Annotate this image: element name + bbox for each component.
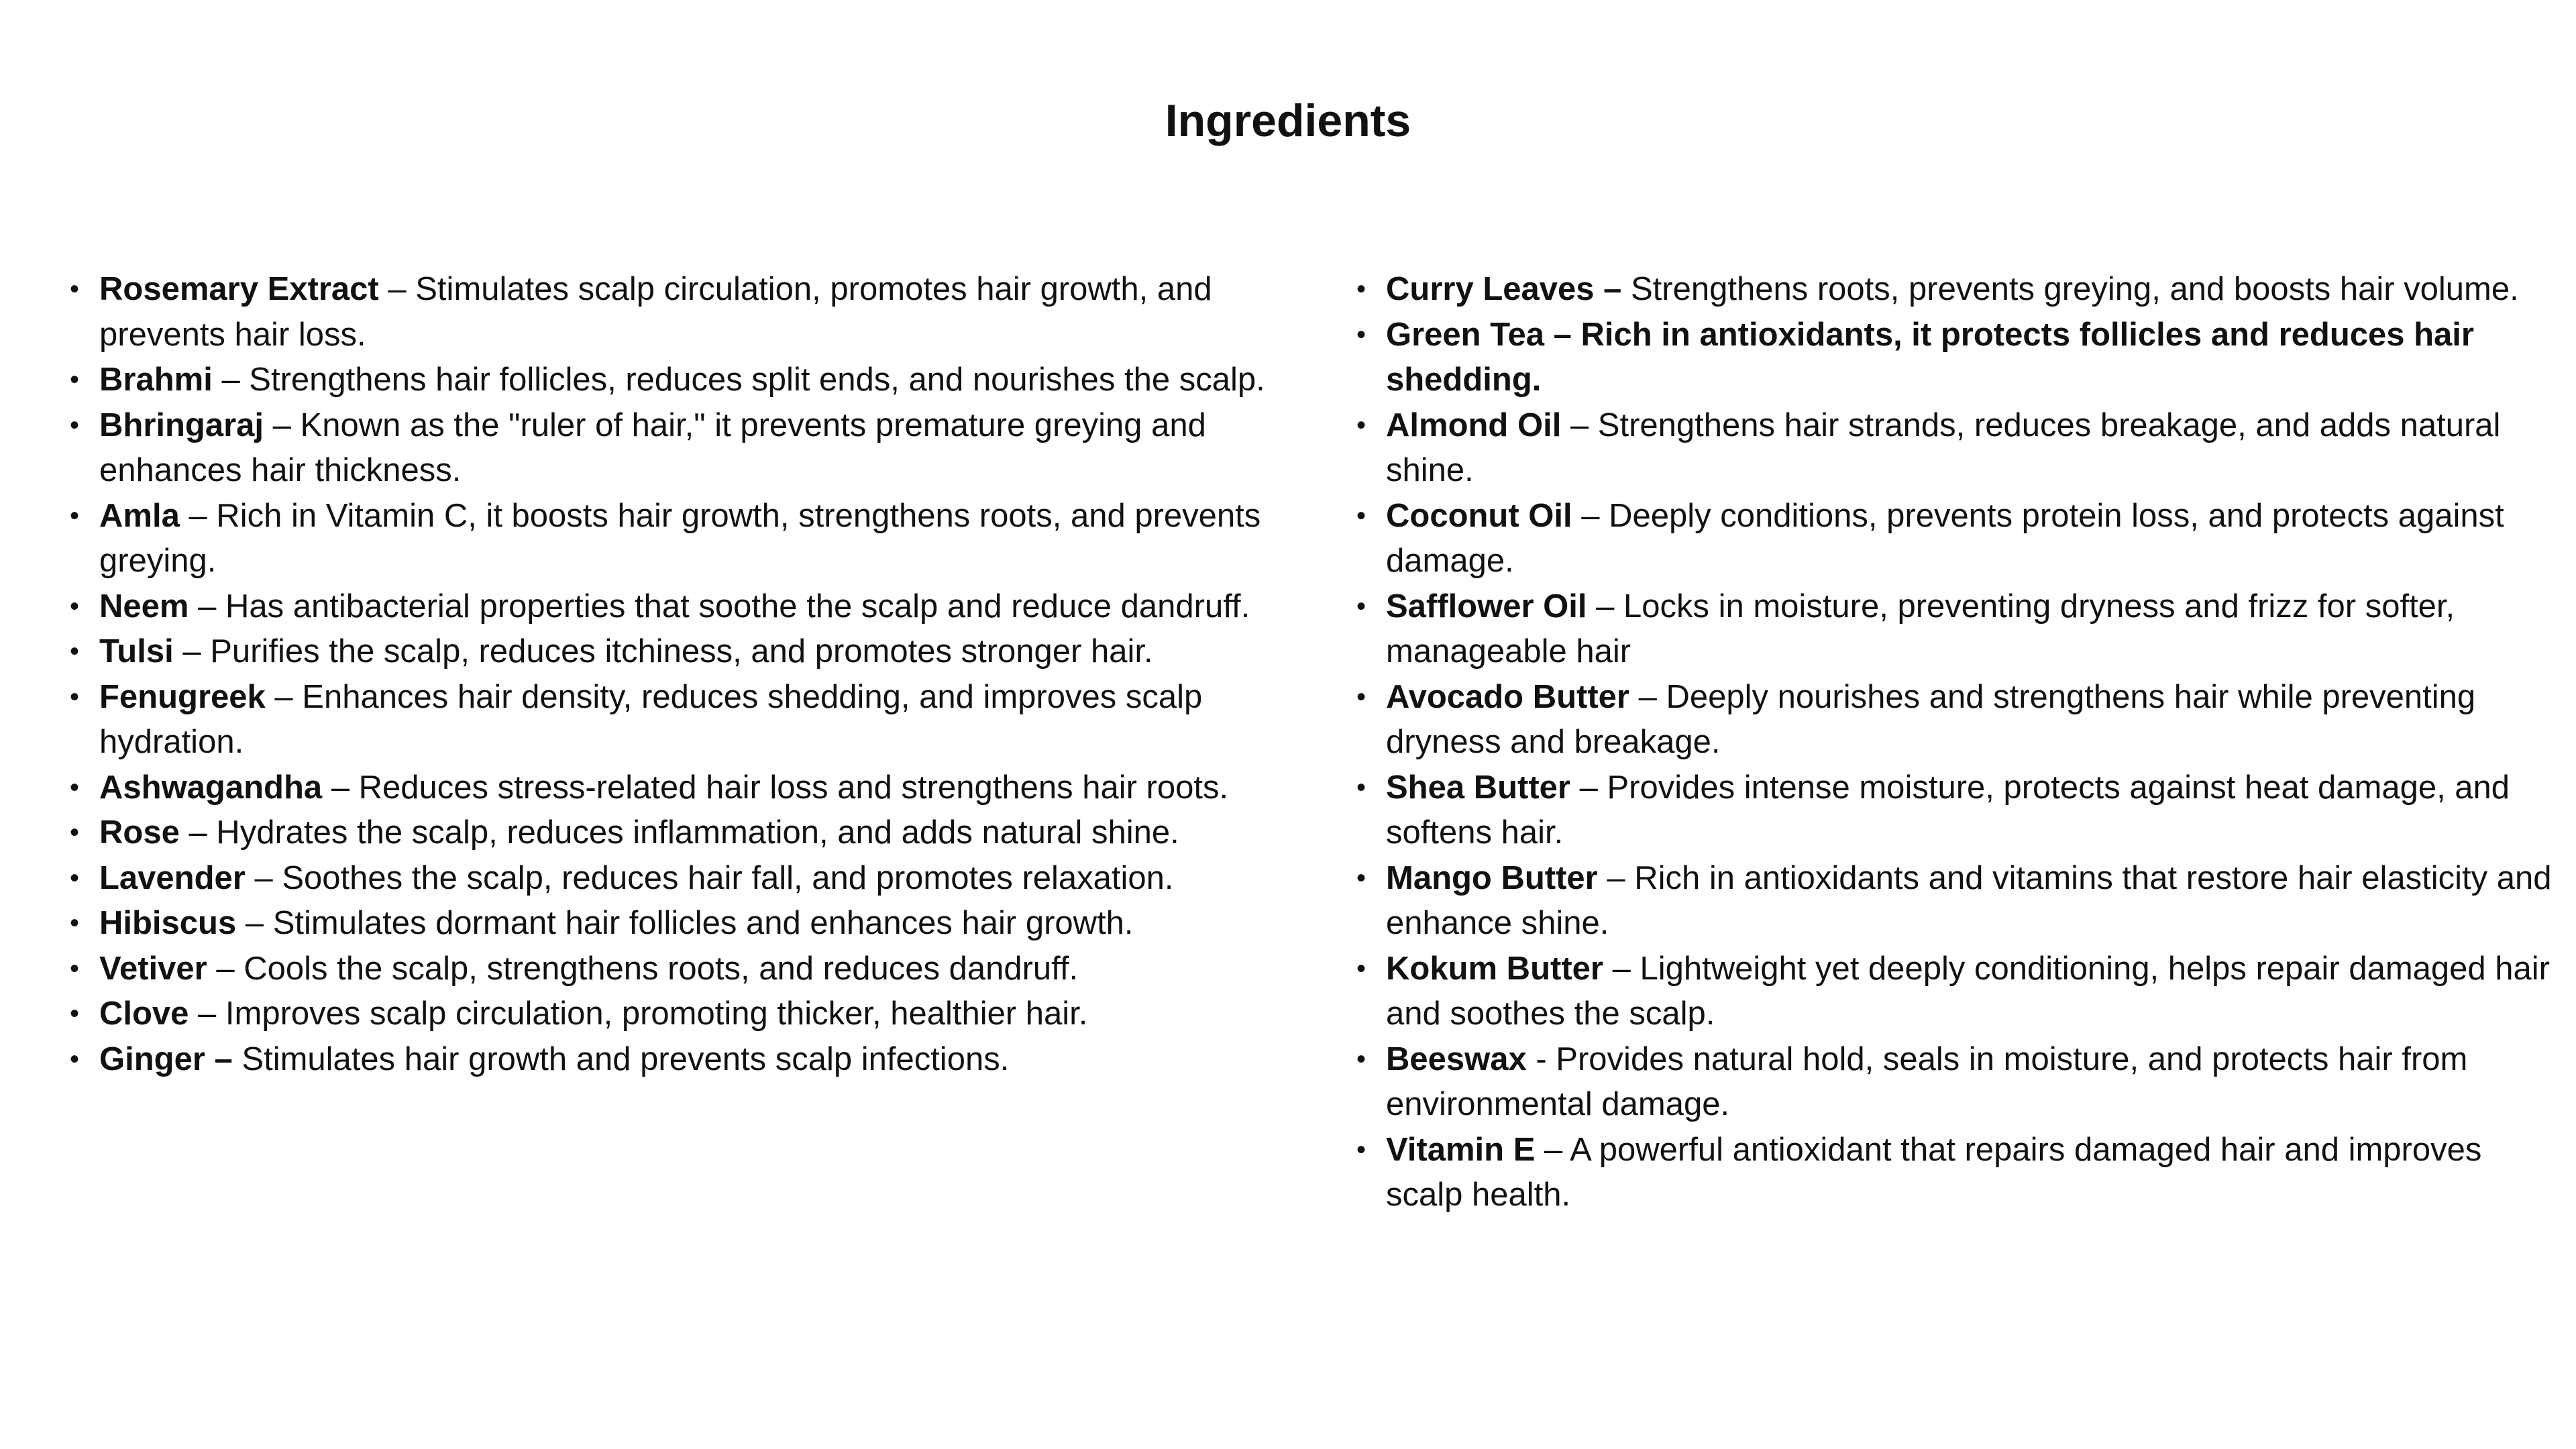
list-item [1356,403,2557,494]
ingredient-description: – Has antibacterial properties that soothe the scalp and reduce dandruff. [189,588,1250,625]
bullet-icon: • [69,999,79,1028]
list-item [69,765,1280,811]
bullet-icon: • [69,500,79,531]
bullet-icon: • [69,637,79,666]
ingredient-description: – Known as the "ruler of hair," it prevents premature greying and enhances hair thickness. [99,407,1206,488]
ingredient-description: – A powerful antioxidant that repairs damaged hair and improves scalp health. [1386,1131,2482,1213]
bullet-icon: • [69,274,79,304]
ingredient-description: – Strengthens hair follicles, reduces split ends, and nourishes the scalp. [212,362,1265,398]
bullet-icon: • [1356,274,1366,304]
list-item [1356,856,2557,947]
list-item [1356,494,2557,584]
bullet-icon: • [69,953,79,983]
ingredient-description: – Deeply nourishes and strengthens hair while preventing dryness and breakage. [1386,678,2476,760]
ingredient-name: Tulsi [99,633,174,669]
ingredient-name: Bhringaraj [99,407,264,443]
ingredient-name: Shea Butter [1386,769,1571,806]
list-item [1356,1037,2557,1128]
ingredient-name: Rosemary Extract [99,271,379,307]
bullet-icon: • [1356,319,1366,350]
ingredient-description: – Provides intense moisture, protects against heat damage, and softens hair. [1386,769,2510,851]
ingredient-description: - Provides natural hold, seals in moisture, and protects hair from environmental damage. [1386,1040,2468,1122]
ingredient-name: Hibiscus [99,905,237,941]
ingredient-description: Rich in antioxidants, it protects follicles and reduces hair shedding. [1386,316,2474,398]
list-item [1356,1128,2557,1218]
list-item [1356,765,2557,856]
ingredient-description: – Rich in antioxidants and vitamins that restore hair elasticity and enhance shine. [1386,859,2552,941]
ingredient-description: – Strengthens hair strands, reduces breakage, and adds natural shine. [1386,407,2501,488]
ingredient-description: Stimulates hair growth and prevents scalp infections. [232,1040,1010,1077]
bullet-icon: • [1356,500,1366,531]
ingredient-name: Vitamin E [1386,1131,1536,1168]
ingredient-name: Coconut Oil [1386,497,1572,534]
ingredient-description: – Lightweight yet deeply conditioning, helps repair damaged hair and soothes the scalp. [1386,950,2550,1032]
bullet-icon: • [69,591,79,621]
ingredient-description: – Stimulates scalp circulation, promotes hair growth, and prevents hair loss. [99,271,1212,353]
ingredients-list-left [69,267,1280,1082]
ingredient-name: Fenugreek [99,678,266,715]
ingredient-description: – Soothes the scalp, reduces hair fall, and promotes relaxation. [245,859,1174,896]
bullet-icon: • [1356,682,1366,712]
list-item [1356,584,2557,675]
ingredient-name: Avocado Butter [1386,678,1630,715]
ingredient-description: – Stimulates dormant hair follicles and enhances hair growth. [236,905,1134,941]
list-item [1356,675,2557,765]
list-item [69,810,1280,856]
bullet-icon: • [69,1044,79,1074]
ingredient-name: Almond Oil [1386,407,1562,443]
ingredient-description: – Purifies the scalp, reduces itchiness, and promotes stronger hair. [173,633,1153,669]
ingredient-name: Green Tea – [1386,316,1572,353]
list-item [69,675,1280,765]
ingredient-name: Kokum Butter [1386,950,1603,987]
ingredient-name: Safflower Oil [1386,588,1587,625]
bullet-icon: • [69,682,79,712]
ingredient-name: Ashwagandha [99,769,323,806]
list-item [69,358,1280,403]
ingredient-name: Brahmi [99,362,213,398]
ingredient-name: Vetiver [99,950,207,987]
page-title: Ingredients [1165,95,1411,146]
list-item [69,629,1280,675]
ingredient-name: Beeswax [1386,1040,1527,1077]
bullet-icon: • [1356,1044,1366,1074]
ingredient-description: – Rich in Vitamin C, it boosts hair growth, strengthens roots, and prevents greying. [99,497,1261,579]
list-item [69,584,1280,630]
list-item [69,403,1280,494]
list-item [69,856,1280,902]
bullet-icon: • [69,818,79,847]
ingredient-name: Ginger – [99,1040,233,1077]
bullet-icon: • [69,772,79,802]
ingredient-description: – Enhances hair density, reduces shedding, and improves scalp hydration. [99,678,1203,760]
bullet-icon: • [1356,591,1366,621]
ingredient-description: – Reduces stress-related hair loss and strengthens hair roots. [322,769,1229,806]
list-item [69,947,1280,992]
ingredient-name: Curry Leaves – [1386,271,1622,307]
bullet-icon: • [69,365,79,394]
list-item [1356,267,2557,313]
list-item [1356,947,2557,1037]
ingredient-name: Amla [99,497,180,534]
ingredients-list-right [1356,267,2557,1218]
bullet-icon: • [1356,953,1366,983]
bullet-icon: • [69,908,79,938]
bullet-icon: • [1356,410,1366,440]
list-item [69,991,1280,1037]
ingredient-description: – Hydrates the scalp, reduces inflammation, and adds natural shine. [179,814,1179,851]
list-item [1356,313,2557,403]
list-item [69,267,1280,358]
ingredient-name: Neem [99,588,189,625]
list-item [69,494,1280,584]
ingredient-description: Strengthens roots, prevents greying, and boosts hair volume. [1621,271,2519,307]
ingredient-name: Lavender [99,859,246,896]
ingredient-description: – Improves scalp circulation, promoting thicker, healthier hair. [189,996,1088,1032]
bullet-icon: • [69,410,79,440]
ingredient-description: – Locks in moisture, preventing dryness and frizz for softer, manageable hair [1386,588,2455,669]
ingredient-description: – Cools the scalp, strengthens roots, and reduces dandruff. [207,950,1079,987]
bullet-icon: • [1356,772,1366,802]
ingredient-name: Clove [99,996,189,1032]
list-item [69,1037,1280,1083]
ingredient-name: Rose [99,814,180,851]
ingredient-name: Mango Butter [1386,859,1598,896]
ingredient-description: – Deeply conditions, prevents protein loss, and protects against damage. [1386,497,2504,579]
list-item [69,901,1280,947]
bullet-icon: • [69,863,79,893]
bullet-icon: • [1356,863,1366,893]
bullet-icon: • [1356,1134,1366,1165]
